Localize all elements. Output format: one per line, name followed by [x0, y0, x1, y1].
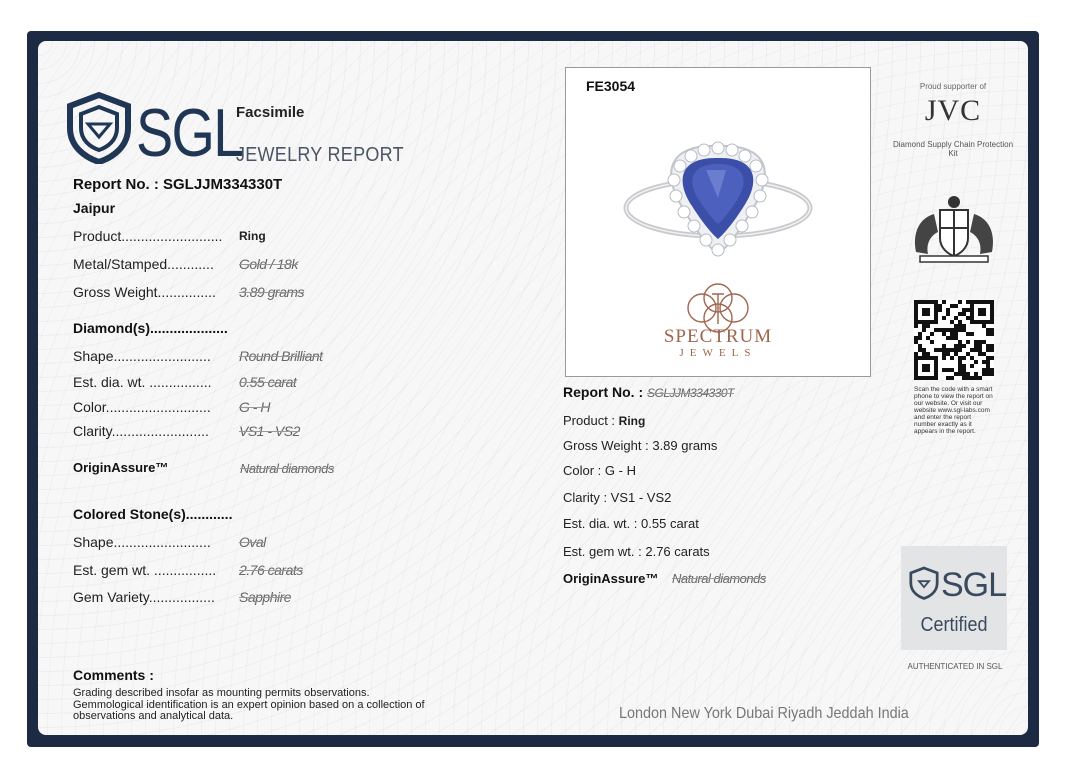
proud-supporter: Proud supporter of — [919, 82, 987, 91]
est-gem-value: 2.76 carats — [239, 562, 303, 578]
brand-sub: JEWELS — [679, 347, 757, 359]
report-number: Report No. : SGLJJM334330T — [73, 176, 283, 193]
sku-label: FE3054 — [586, 78, 636, 94]
sgl-certified-badge — [901, 546, 1007, 650]
right-product-label: Product : — [563, 413, 616, 428]
est-gem-row — [73, 562, 303, 578]
shape-row — [73, 348, 323, 364]
shape-label: Shape......................... — [73, 348, 211, 364]
report-city: Jaipur — [73, 200, 116, 216]
office-cities: London New York Dubai Riyadh Jeddah India — [619, 705, 909, 722]
right-est-dia: Est. dia. wt. : 0.55 carat — [563, 516, 699, 531]
right-origin-value: Natural diamonds — [671, 571, 766, 586]
shield-icon — [66, 92, 132, 164]
est-gem-label: Est. gem wt. ................ — [73, 562, 217, 578]
right-product-row — [563, 413, 645, 428]
jvc-subtitle: Diamond Supply Chain Protection Kit — [892, 140, 1014, 158]
metal-value: Gold / 18k — [239, 256, 298, 272]
report-type: JEWELRY REPORT — [236, 144, 404, 166]
right-est-gem: Est. gem wt. : 2.76 carats — [563, 544, 710, 559]
right-report-no-label: Report No. : — [563, 384, 644, 400]
qr-code-icon[interactable] — [914, 300, 994, 380]
gem-variety-value: Sapphire — [239, 589, 292, 605]
certified-logo — [909, 566, 1007, 604]
gross-weight-row — [73, 284, 305, 300]
qr-instructions: Scan the code with a smart phone to view the report on our website. Or visit our website www.sgl-labs.com and enter the report number exactly as it appears in the report. — [914, 386, 993, 435]
authenticated-label: AUTHENTICATED IN SGL — [907, 662, 1003, 671]
product-value: Ring — [239, 229, 266, 243]
right-report-no — [563, 384, 734, 400]
origin-value: Natural diamonds — [240, 461, 334, 476]
color-label: Color........................... — [73, 399, 211, 415]
certified-logo-text: SGL — [941, 566, 1007, 604]
clarity-value: VS1 - VS2 — [239, 423, 300, 439]
colored-stones-heading: Colored Stone(s)............ — [73, 506, 233, 522]
right-color: Color : G - H — [563, 463, 636, 478]
product-label: Product.......................... — [73, 228, 223, 244]
comments-text: Grading described insofar as mounting permits observations. Gemmological identification is an expert opinion based on a collection of observations and analytical data. — [73, 687, 425, 722]
right-origin — [563, 571, 766, 586]
shape-value: Round Brilliant — [239, 348, 323, 364]
right-product-value: Ring — [618, 414, 646, 428]
certified-label: Certified — [920, 614, 988, 636]
est-dia-row — [73, 374, 297, 390]
facsimile-label: Facsimile — [236, 104, 305, 121]
metal-row — [73, 256, 298, 272]
est-dia-label: Est. dia. wt. ................ — [73, 374, 212, 390]
product-row — [73, 228, 266, 244]
cs-shape-label: Shape......................... — [73, 534, 211, 550]
cs-shape-row — [73, 534, 266, 550]
right-report-no-value: SGLJJM334330T — [647, 386, 734, 400]
diamonds-heading: Diamond(s).................... — [73, 320, 228, 336]
ring-image — [566, 98, 870, 348]
gross-weight-label: Gross Weight............... — [73, 284, 216, 300]
cs-shape-value: Oval — [239, 534, 266, 550]
comments-title: Comments : — [73, 667, 154, 683]
color-value: G - H — [239, 399, 270, 415]
coat-of-arms-icon — [906, 192, 1002, 264]
product-photo — [565, 67, 871, 377]
color-row — [73, 399, 270, 415]
metal-label: Metal/Stamped............ — [73, 256, 214, 272]
est-dia-value: 0.55 carat — [239, 374, 297, 390]
spectrum-monogram-icon — [688, 284, 748, 332]
right-gross-weight: Gross Weight : 3.89 grams — [563, 438, 718, 453]
certified-shield-icon — [909, 566, 939, 600]
clarity-row — [73, 423, 300, 439]
origin-label: OriginAssure™ — [73, 460, 169, 475]
gross-weight-value: 3.89 grams — [239, 284, 305, 300]
right-clarity: Clarity : VS1 - VS2 — [563, 490, 672, 505]
clarity-label: Clarity......................... — [73, 423, 209, 439]
gem-variety-label: Gem Variety................. — [73, 589, 215, 605]
gem-variety-row — [73, 589, 292, 605]
jvc-logo: JVC — [924, 94, 982, 127]
right-origin-label: OriginAssure™ — [563, 571, 659, 586]
brand-name: SPECTRUM — [663, 326, 773, 347]
logo-text: SGL — [136, 95, 243, 171]
